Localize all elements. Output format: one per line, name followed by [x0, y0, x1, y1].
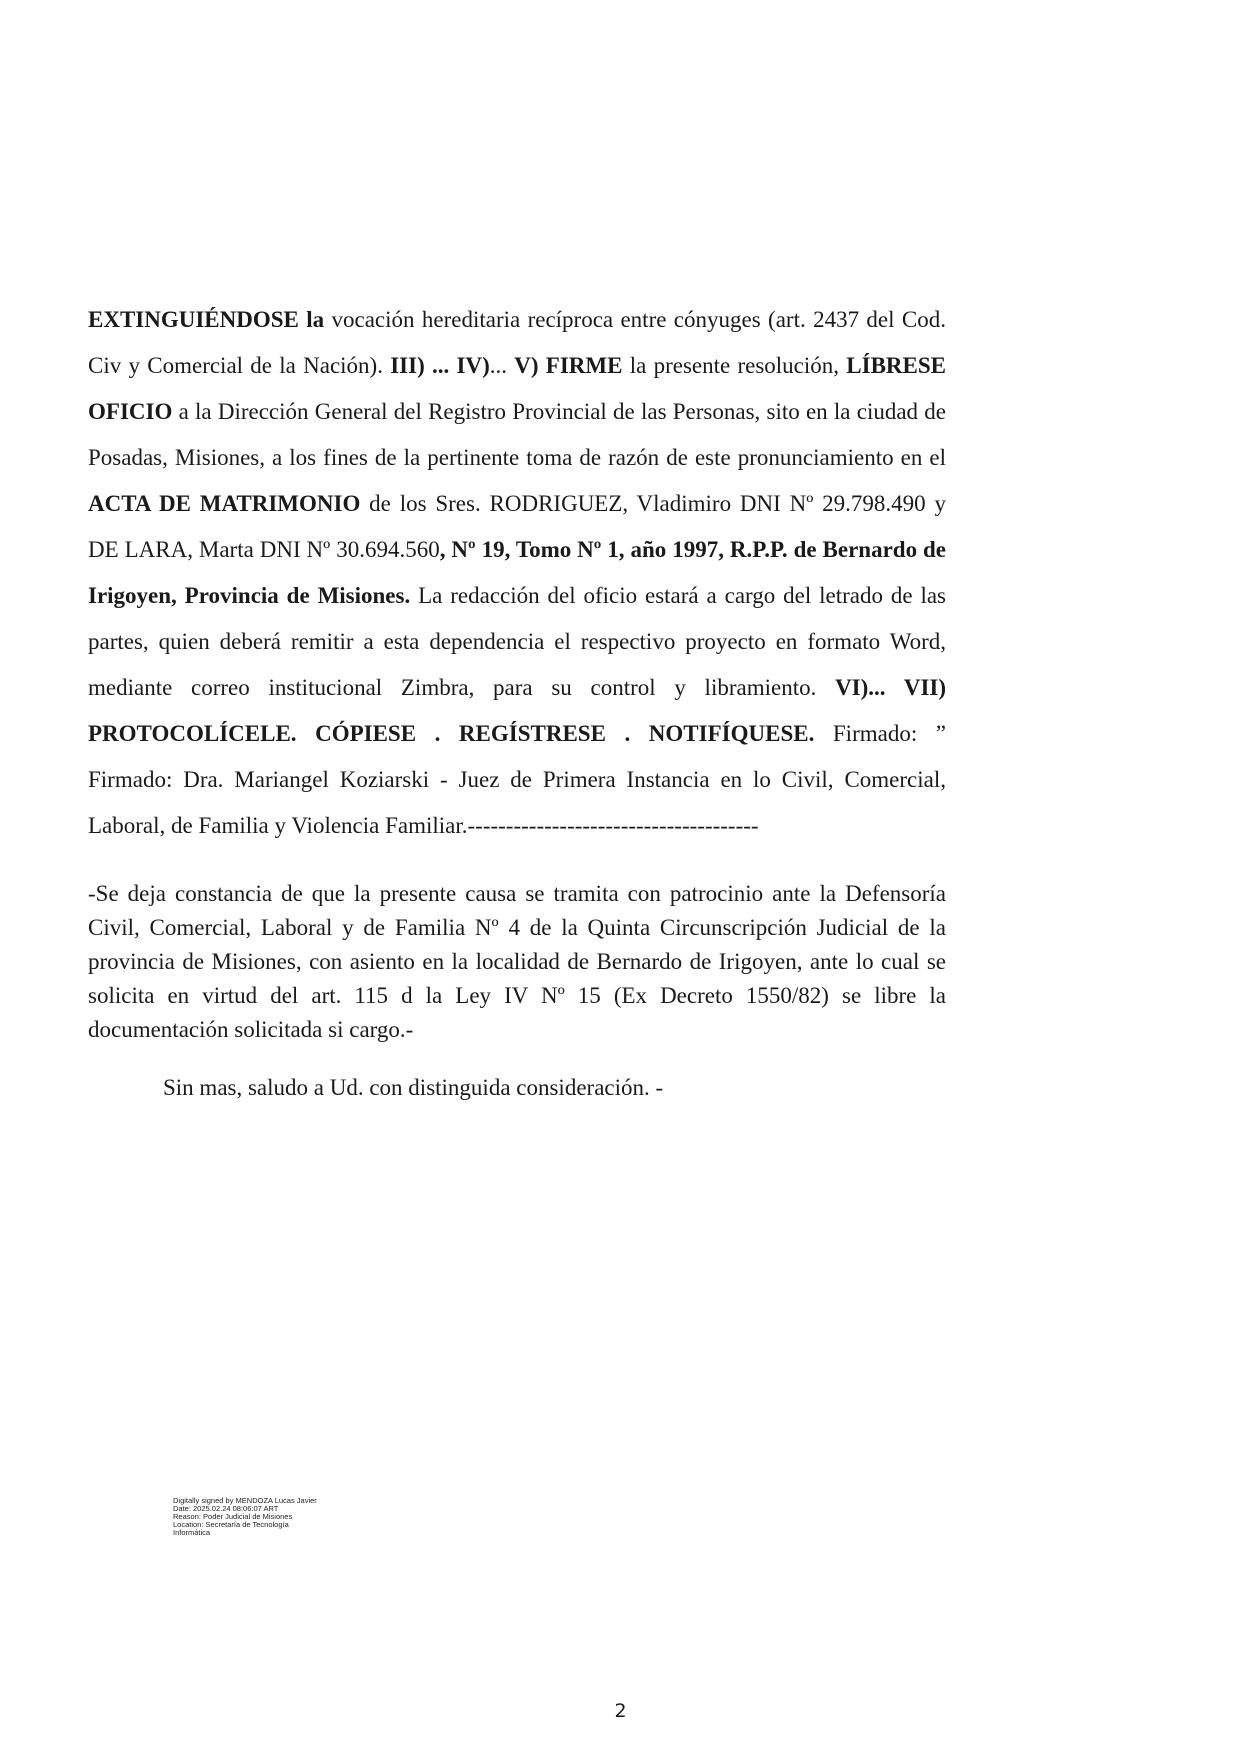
- signature-line: Reason: Poder Judicial de Misiones: [173, 1512, 293, 1521]
- bold-text: VI)... VII) PROTOCOLÍCELE. CÓPIESE . REGÍSTRESE . NOTIFÍQUESE.: [88, 675, 946, 746]
- bold-text: , Nº 19, Tomo Nº 1, año 1997, R.P.P. de Bernardo de Irigoyen, Provincia de Misiones.: [88, 537, 947, 608]
- signature-line: Informática: [173, 1528, 211, 1537]
- signature-line: Date: 2025.02.24 08:06:07 ART: [173, 1504, 279, 1513]
- bold-text: III) ... IV): [390, 353, 490, 378]
- closing-line: Sin mas, saludo a Ud. con distinguida consideración. -: [163, 1075, 664, 1100]
- body-text: de los Sres. RODRIGUEZ, Vladimiro DNI Nº 29.798.490 y DE LARA, Marta DNI Nº 30.694.560: [88, 491, 946, 562]
- signature-line: Digitally signed by MENDOZA Lucas Javier: [173, 1496, 317, 1505]
- bold-text: ACTA DE MATRIMONIO: [88, 491, 361, 516]
- resolution-paragraph: [88, 297, 946, 849]
- body-text: Firmado: ” Firmado: Dra. Mariangel Koziarski - Juez de Primera Instancia en lo Civil, Comercial, Laboral, de Familia y Violencia Familiar.--------------------------------------: [88, 721, 946, 838]
- body-text: la presente resolución,: [622, 353, 847, 378]
- body-text: La redacción del oficio estará a cargo del letrado de las partes, quien deberá remitir a esta dependencia el respectivo proyecto en formato Word, mediante correo institucional Zimbra, para su control y libramiento.: [88, 583, 947, 700]
- constancia-paragraph: -Se deja constancia de que la presente causa se tramita con patrocinio ante la Defensoría Civil, Comercial, Laboral y de Familia Nº 4 de la Quinta Circunscripción Judicial de la provincia de Misiones, con asiento en la localidad de Bernardo de Irigoyen, ante lo cual se solicita en virtud del art. 115 d la Ley IV Nº 15 (Ex Decreto 1550/82) se libre la documentación solicitada si cargo.-: [88, 881, 946, 1042]
- body-text: vocación hereditaria recíproca entre cónyuges (art. 2437 del Cod. Civ y Comercial de la Nación).: [88, 307, 946, 378]
- page-number: 2: [614, 1700, 627, 1722]
- bold-text: V) FIRME: [514, 353, 623, 378]
- body-text: a la Dirección General del Registro Provincial de las Personas, sito en la ciudad de Posadas, Misiones, a los fines de la pertinente toma de razón de este pronunciamiento en el: [88, 399, 946, 470]
- bold-text: EXTINGUIÉNDOSE la: [88, 307, 325, 332]
- document-body: [88, 297, 946, 1105]
- digital-signature-stamp: [173, 1497, 373, 1537]
- bold-text: LÍBRESE OFICIO: [88, 353, 947, 424]
- signature-line: Location: Secretaría de Tecnología: [173, 1520, 289, 1529]
- body-text: ...: [489, 353, 515, 378]
